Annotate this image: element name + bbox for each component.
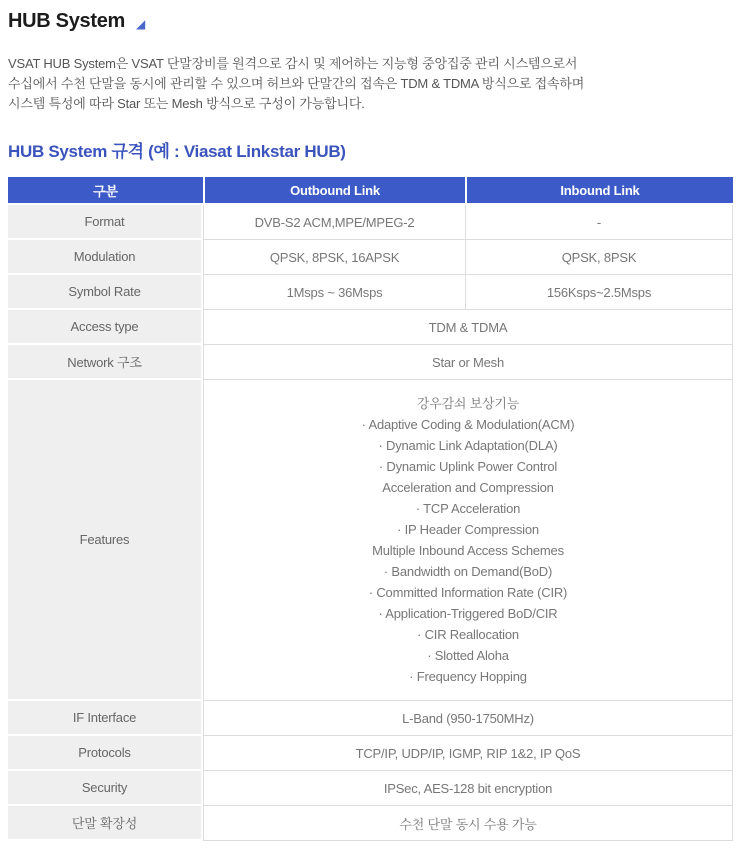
intro-line: 수십에서 수천 단말을 동시에 관리할 수 있으며 허브와 단말간의 접속은 TDM & TDMA 방식으로 접속하며 — [8, 76, 585, 91]
cell-merged: 수천 단말 동시 수용 가능 — [203, 806, 733, 841]
row-label: Access type — [8, 310, 203, 345]
cell-inbound: - — [465, 205, 733, 240]
cell-merged: TCP/IP, UDP/IP, IGMP, RIP 1&2, IP QoS — [203, 736, 733, 771]
table-row-expandability — [8, 806, 733, 841]
row-label: 단말 확장성 — [8, 806, 203, 841]
column-header-category: 구분 — [8, 177, 203, 205]
cell-merged: TDM & TDMA — [203, 310, 733, 345]
feature-line: · Slotted Aloha — [427, 648, 509, 663]
row-label: Network 구조 — [8, 345, 203, 380]
page-header — [8, 8, 733, 34]
table-row-features — [8, 380, 733, 701]
cell-inbound: QPSK, 8PSK — [465, 240, 733, 275]
table-header-row — [8, 177, 733, 205]
feature-line: · Bandwidth on Demand(BoD) — [383, 564, 553, 579]
section-heading: HUB System 규격 (예 : Viasat Linkstar HUB) — [8, 142, 346, 161]
feature-line: Acceleration and Compression — [382, 480, 554, 495]
column-header-inbound: Inbound Link — [465, 177, 733, 205]
feature-line: · Dynamic Link Adaptation(DLA) — [378, 438, 558, 453]
table-row-access-type — [8, 310, 733, 345]
cell-features — [203, 380, 733, 701]
cell-merged: Star or Mesh — [203, 345, 733, 380]
spec-table — [8, 177, 733, 841]
cell-merged: L-Band (950-1750MHz) — [203, 701, 733, 736]
row-label: Security — [8, 771, 203, 806]
row-label: Symbol Rate — [8, 275, 203, 310]
feature-line: · IP Header Compression — [397, 522, 539, 537]
row-label: IF Interface — [8, 701, 203, 736]
cell-merged: IPSec, AES-128 bit encryption — [203, 771, 733, 806]
row-label: Format — [8, 205, 203, 240]
table-row-symbol-rate — [8, 275, 733, 310]
table-row-security — [8, 771, 733, 806]
table-row-if-interface — [8, 701, 733, 736]
feature-line: · TCP Acceleration — [415, 501, 521, 516]
intro-paragraph — [8, 54, 733, 114]
triangle-marker-icon: ◢ — [136, 17, 146, 31]
cell-outbound: 1Msps ~ 36Msps — [203, 275, 465, 310]
feature-line: · CIR Reallocation — [417, 627, 519, 642]
page-title: HUB System — [8, 9, 126, 32]
feature-line: · Dynamic Uplink Power Control — [378, 459, 558, 474]
table-row-format — [8, 205, 733, 240]
feature-line: · Frequency Hopping — [409, 669, 527, 684]
row-label: Protocols — [8, 736, 203, 771]
cell-inbound: 156Ksps~2.5Msps — [465, 275, 733, 310]
feature-line: · Adaptive Coding & Modulation(ACM) — [361, 417, 575, 432]
feature-line: Multiple Inbound Access Schemes — [372, 543, 564, 558]
table-row-modulation — [8, 240, 733, 275]
cell-outbound: DVB-S2 ACM,MPE/MPEG-2 — [203, 205, 465, 240]
table-row-network — [8, 345, 733, 380]
intro-line: 시스템 특성에 따라 Star 또는 Mesh 방식으로 구성이 가능합니다. — [8, 96, 365, 111]
column-header-outbound: Outbound Link — [203, 177, 465, 205]
row-label: Features — [8, 380, 203, 701]
feature-line: 강우감쇠 보상기능 — [416, 396, 520, 411]
row-label: Modulation — [8, 240, 203, 275]
table-row-protocols — [8, 736, 733, 771]
feature-line: · Committed Information Rate (CIR) — [368, 585, 568, 600]
feature-line: · Application-Triggered BoD/CIR — [378, 606, 558, 621]
intro-line: VSAT HUB System은 VSAT 단말장비를 원격으로 감시 및 제어하는 지능형 중앙집중 관리 시스템으로서 — [8, 56, 578, 71]
cell-outbound: QPSK, 8PSK, 16APSK — [203, 240, 465, 275]
